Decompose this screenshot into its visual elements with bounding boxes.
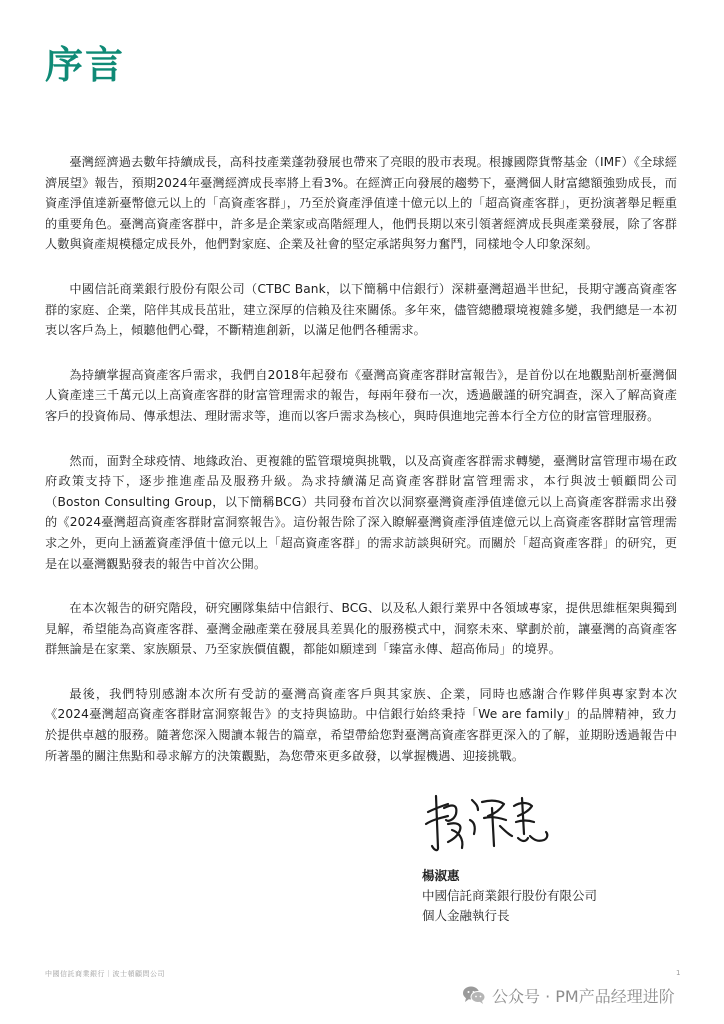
page-number: 1: [676, 969, 681, 977]
paragraph-2: 中國信託商業銀行股份有限公司（CTBC Bank，以下簡稱中信銀行）深耕臺灣超過半世紀，長期守護高資產客群的家庭、企業，陪伴其成長茁壯，建立深厚的信賴及往來關係。多年來，儘管總體環境複雜多變，我們總是一本初衷以客戶為上，傾聽他們心聲，不斷精進創新，以滿足他們各種需求。: [45, 281, 677, 338]
preface-body: [45, 152, 677, 790]
signatory-position: 個人金融執行長: [422, 908, 510, 923]
footer-publishers: 中國信託商業銀行｜波士頓顧問公司: [45, 970, 165, 978]
watermark-text: 公众号 · PM产品经理进阶: [492, 986, 675, 1006]
paragraph-3: 為持續掌握高資產客戶需求，我們自2018年起發布《臺灣高資產客群財富報告》，是首份以在地觀點剖析臺灣個人資產達三千萬元以上高資產客群的財富管理需求的報告，每兩年發布一次，透過嚴謹的研究調查，深入了解高資產客戶的投資佈局、傳承想法、理財需求等，進而以客戶需求為核心，與時俱進地完善本行全方位的財富管理服務。: [45, 367, 677, 423]
paragraph-6: 最後，我們特別感謝本次所有受訪的臺灣高資產客戶與其家族、企業，同時也感謝合作夥伴與專家對本次《2024臺灣超高資產客群財富洞察報告》的支持與協助。中信銀行始終秉持「We are family」的品牌精神，致力於提供卓越的服務。隨著您深入閱讀本報告的篇章，希望帶給您對臺灣高資產客群更深入的了解，並期盼透過報告中所著墨的關注焦點和尋求解方的決策觀點，為您帶來更多啟發，以掌握機遇、迎接挑戰。: [45, 686, 677, 763]
paragraph-5: 在本次報告的研究階段，研究團隊集結中信銀行、BCG、以及私人銀行業界中各領域專家，提供思維框架與獨到見解，希望能為高資產客群、臺灣金融產業在發展具差異化的服務模式中，洞察未來、擘劃於前，讓臺灣的高資產客群無論是在家業、家族願景、乃至家族價值觀，都能如願達到「臻富永傳、超高佈局」的境界。: [45, 601, 677, 657]
page-title: 序言: [45, 43, 126, 87]
signature-block: [422, 790, 682, 926]
signatory-company: 中國信託商業銀行股份有限公司: [422, 888, 598, 903]
watermark: [462, 983, 675, 1007]
wechat-icon: [462, 985, 486, 1005]
signatory-name: 楊淑惠: [422, 868, 460, 883]
paragraph-1: 臺灣經濟過去數年持續成長，高科技產業蓬勃發展也帶來了亮眼的股市表現。根據國際貨幣基金（IMF）《全球經濟展望》報告，預期2024年臺灣經濟成長率將上看3%。在經濟正向發展的趨勢下，臺灣個人財富總額強勁成長，而資產淨值達新臺幣億元以上的「高資產客群」，乃至於資產淨值達十億元以上的「超高資產客群」，更扮演著舉足輕重的重要角色。臺灣高資產客群中，許多是企業家或高階經理人，他們長期以來引領著經濟成長與產業發展，除了客群人數與資產規模穩定成長外，他們對家庭、企業及社會的堅定承諾與努力奮鬥，同樣地令人印象深刻。: [45, 155, 677, 252]
handwritten-signature: [422, 790, 552, 856]
paragraph-4: 然而，面對全球疫情、地緣政治、更複雜的監管環境與挑戰，以及高資產客群需求轉變，臺灣財富管理市場在政府政策支持下，逐步推進產品及服務升級。為求持續滿足高資產客群財富管理需求，本行與波士頓顧問公司（Boston Consulting Group，以下簡稱BCG）共同發布首次以洞察臺灣資產淨值達億元以上高資產客群需求出發的《2024臺灣超高資產客群財富洞察報告》。這份報告除了深入瞭解臺灣資產淨值達億元以上高資產客群財富管理需求之外，更向上涵蓋資產淨值十億元以上「超高資產客群」的需求訪談與研究。而關於「超高資產客群」的研究，更是在以臺灣觀點發表的報告中首次公開。: [45, 453, 677, 571]
